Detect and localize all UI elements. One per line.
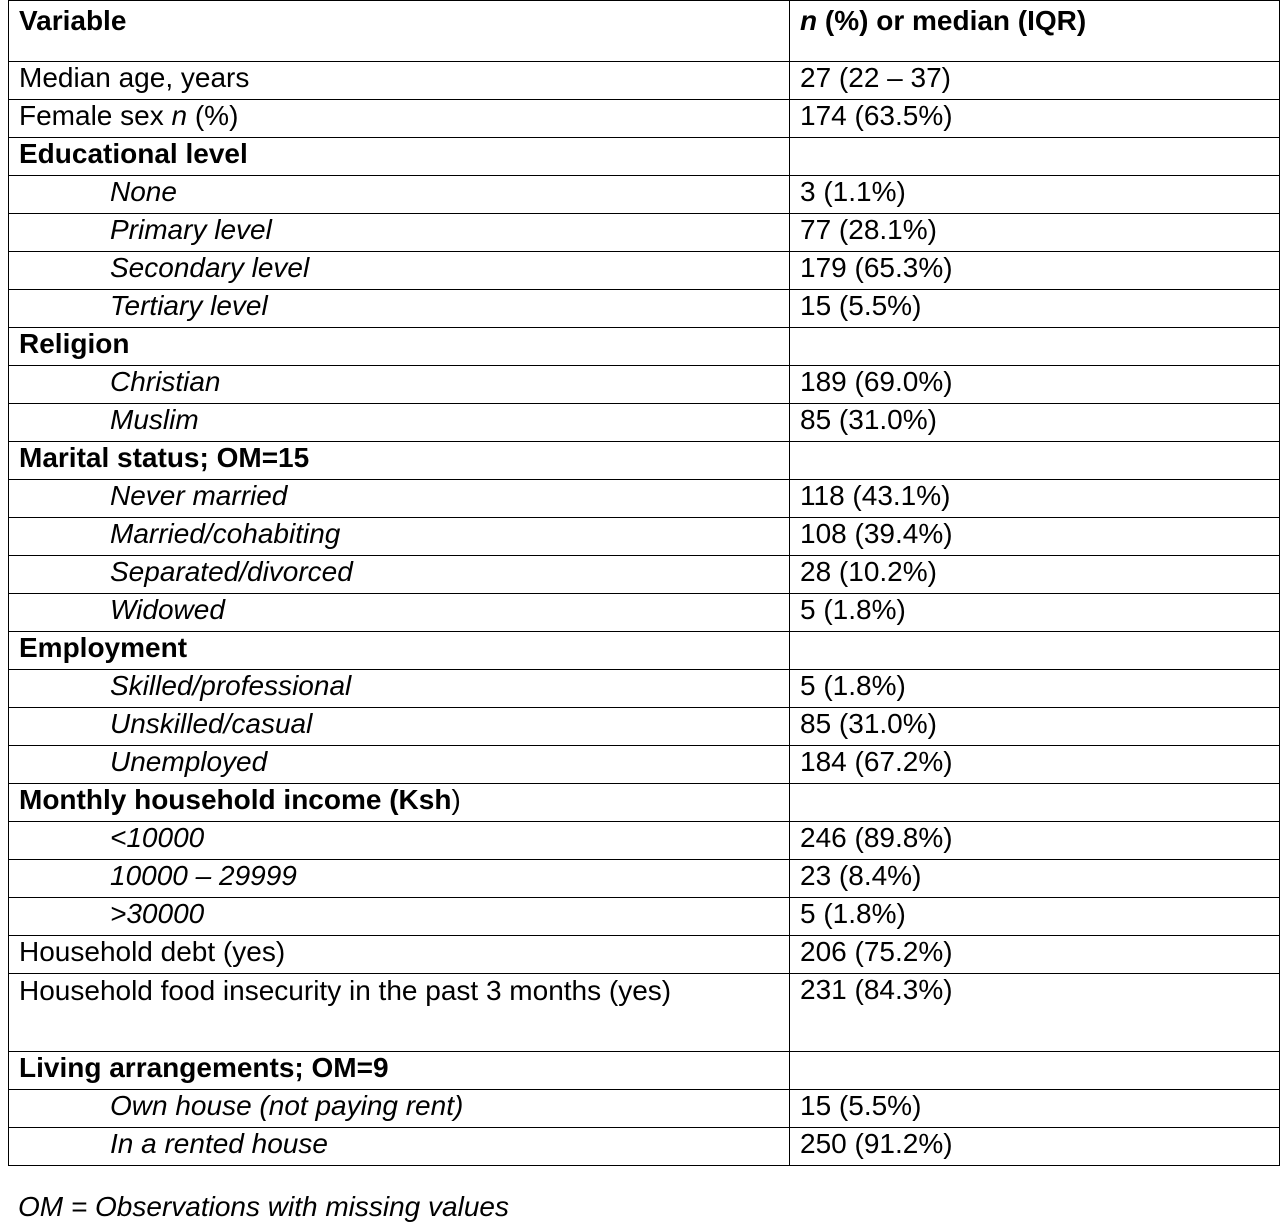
row-value: 15 (5.5%) [790, 1090, 1280, 1128]
header-value [790, 1, 1280, 62]
row-label: Household debt (yes) [9, 936, 790, 974]
row-label-text: Monthly household income (Ksh [19, 784, 452, 815]
table-row [9, 480, 1280, 518]
row-value: 77 (28.1%) [790, 214, 1280, 252]
row-label: Skilled/professional [9, 670, 790, 708]
table-row [9, 1052, 1280, 1090]
row-label: Own house (not paying rent) [9, 1090, 790, 1128]
row-label: Marital status; OM=15 [9, 442, 790, 480]
table-row [9, 176, 1280, 214]
table-row [9, 290, 1280, 328]
row-value: 179 (65.3%) [790, 252, 1280, 290]
header-row [9, 1, 1280, 62]
row-label: Married/cohabiting [9, 518, 790, 556]
table-row [9, 708, 1280, 746]
row-label: None [9, 176, 790, 214]
row-label: Employment [9, 632, 790, 670]
row-label: Widowed [9, 594, 790, 632]
table-row [9, 556, 1280, 594]
row-label: Unemployed [9, 746, 790, 784]
table-row [9, 1090, 1280, 1128]
row-label-n: n [171, 100, 188, 131]
table-row [9, 898, 1280, 936]
row-label: Separated/divorced [9, 556, 790, 594]
row-label: Household food insecurity in the past 3 months (yes) [9, 974, 790, 1052]
row-value: 5 (1.8%) [790, 594, 1280, 632]
row-label: Primary level [9, 214, 790, 252]
row-value: 85 (31.0%) [790, 708, 1280, 746]
table-row [9, 936, 1280, 974]
table-row [9, 252, 1280, 290]
row-label [9, 100, 790, 138]
row-label: Tertiary level [9, 290, 790, 328]
table-row [9, 100, 1280, 138]
table-row [9, 822, 1280, 860]
table-row [9, 632, 1280, 670]
row-value [790, 1052, 1280, 1090]
row-label-tail: ) [451, 784, 461, 815]
table-row [9, 974, 1280, 1052]
row-label: In a rented house [9, 1128, 790, 1166]
row-value: 5 (1.8%) [790, 898, 1280, 936]
row-value: 108 (39.4%) [790, 518, 1280, 556]
row-value: 5 (1.8%) [790, 670, 1280, 708]
header-rest: (%) or median (IQR) [817, 5, 1087, 36]
table-row [9, 784, 1280, 822]
row-label: <10000 [9, 822, 790, 860]
row-value: 85 (31.0%) [790, 404, 1280, 442]
row-value [790, 328, 1280, 366]
row-label: Never married [9, 480, 790, 518]
table-row [9, 442, 1280, 480]
table-row [9, 138, 1280, 176]
row-label: Unskilled/casual [9, 708, 790, 746]
row-value: 118 (43.1%) [790, 480, 1280, 518]
row-label [9, 784, 790, 822]
row-value: 3 (1.1%) [790, 176, 1280, 214]
row-value: 15 (5.5%) [790, 290, 1280, 328]
row-value: 184 (67.2%) [790, 746, 1280, 784]
table-row [9, 1128, 1280, 1166]
characteristics-table [8, 0, 1280, 1166]
row-value: 28 (10.2%) [790, 556, 1280, 594]
row-value: 231 (84.3%) [790, 974, 1280, 1052]
row-label: Christian [9, 366, 790, 404]
row-value [790, 632, 1280, 670]
row-value: 250 (91.2%) [790, 1128, 1280, 1166]
row-value: 189 (69.0%) [790, 366, 1280, 404]
row-label: 10000 – 29999 [9, 860, 790, 898]
table-row [9, 62, 1280, 100]
row-label: Religion [9, 328, 790, 366]
table-row [9, 670, 1280, 708]
table-row [9, 746, 1280, 784]
footnote: OM = Observations with missing values [18, 1191, 509, 1222]
table-row [9, 404, 1280, 442]
row-label: Educational level [9, 138, 790, 176]
row-label-rest: (%) [187, 100, 239, 131]
row-label: Secondary level [9, 252, 790, 290]
row-label: Muslim [9, 404, 790, 442]
row-label: Median age, years [9, 62, 790, 100]
table-row [9, 518, 1280, 556]
table-row [9, 366, 1280, 404]
row-value [790, 442, 1280, 480]
row-value: 23 (8.4%) [790, 860, 1280, 898]
table-row [9, 328, 1280, 366]
row-value [790, 138, 1280, 176]
header-variable: Variable [9, 1, 790, 62]
row-label: >30000 [9, 898, 790, 936]
header-n: n [800, 5, 818, 36]
row-value: 174 (63.5%) [790, 100, 1280, 138]
row-value: 246 (89.8%) [790, 822, 1280, 860]
table-row [9, 860, 1280, 898]
row-value: 27 (22 – 37) [790, 62, 1280, 100]
table-row [9, 214, 1280, 252]
table-body [9, 1, 1280, 1166]
table-row [9, 594, 1280, 632]
row-value [790, 784, 1280, 822]
row-label-text: Female sex [19, 100, 172, 131]
row-value: 206 (75.2%) [790, 936, 1280, 974]
row-label: Living arrangements; OM=9 [9, 1052, 790, 1090]
